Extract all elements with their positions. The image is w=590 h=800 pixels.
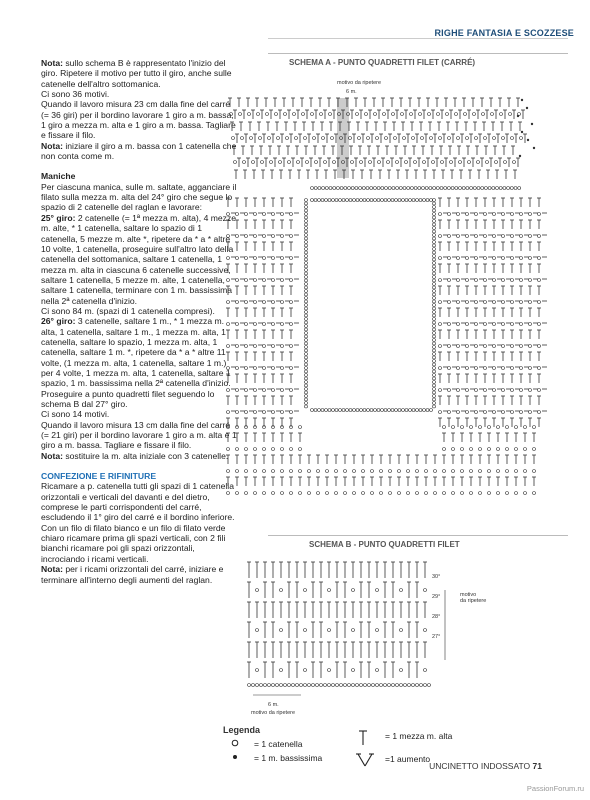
slip-stitch-icon bbox=[233, 755, 237, 759]
legend-symbols-left bbox=[225, 737, 245, 767]
paragraph: Ci sono 36 motivi. bbox=[41, 89, 110, 100]
paragraph: Nota: sostituire la m. alta iniziale con 3 catenelle. bbox=[41, 450, 229, 461]
footer bbox=[429, 761, 542, 771]
schema-a-title: SCHEMA A - PUNTO QUADRETTI FILET (CARRÉ) bbox=[289, 58, 476, 67]
schema-a-rule bbox=[268, 53, 568, 54]
chain-icon bbox=[232, 740, 238, 746]
legend-slip-stitch: = 1 m. bassissima bbox=[254, 753, 323, 763]
article-text bbox=[41, 58, 239, 585]
paragraph: Nota: per i ricami orizzontali del carré, iniziare e terminare all'interno degli aumenti del raglan. bbox=[41, 564, 224, 585]
row-label: 29° bbox=[432, 594, 441, 600]
page-number: 71 bbox=[532, 761, 542, 771]
section-title: RIGHE FANTASIA E SCOZZESE bbox=[434, 28, 574, 38]
paragraph: 25° giro: 2 catenelle (= 1ª mezza m. alta), 4 mezze m. alte, * 1 catenella, saltare lo spazio di 1 catenella, 5 mezze m. alte *, ripetere da * a * altre 10 volte, 1 catenella, proseguire sull'altro lato della catenella del sottomanica, saltare 1 catenella, 1 mezza m. alta in ciascuna 6 catenelle successive, saltare 1 catenella, 5 mezze m. alte, 1 catenella, saltare 1 catenella, terminare con 1 m. bassissima nella 2ª catenella d'inizio. bbox=[41, 212, 237, 306]
schema-a-motif-label: motivo da ripetere bbox=[337, 80, 382, 86]
schema-a-span-label: 6 m. bbox=[346, 89, 357, 95]
schema-b-span-label: 6 m. bbox=[268, 702, 279, 708]
paragraph: 26° giro: 3 catenelle, saltare 1 m., * 1 mezza m. alta, 1 catenella, saltare 1 m., 1 mezza m. alta, 1 catenella, saltare lo spazio, 1 mezza m. alta, 1 catenella, saltare 1 m. *, ripetere da * a * altre 11 volte, (1 mezza m. alta, 1 catenella, saltare 1 m.) per 4 volte, 1 mezza m. alta, 1 catenella, saltare 1 spazio, 1 m. bassissima nella 2ª catenella d'inizio. bbox=[41, 316, 231, 389]
legend-half-double: = 1 mezza m. alta bbox=[385, 731, 453, 741]
paragraph: Maniche bbox=[41, 171, 76, 182]
legend-increase: =1 aumento bbox=[385, 754, 431, 764]
footer-magazine: UNCINETTO INDOSSATO bbox=[429, 761, 531, 771]
legend-chain: = 1 catenella bbox=[254, 739, 303, 749]
schema-b-rule bbox=[268, 535, 568, 536]
row-label: 30° bbox=[432, 574, 441, 580]
schema-b-title: SCHEMA B - PUNTO QUADRETTI FILET bbox=[309, 540, 460, 549]
paragraph: CONFEZIONE E RIFINITURE bbox=[41, 471, 157, 482]
paragraph: Ricamare a p. catenella tutti gli spazi di 1 catenella orizzontali e verticali del davanti e del dietro, comprese le parti corrispondenti del carré, escludendo il 1° giro del carré e il bordino inferiore. Con un filo di filato bianco e un filo di filato verde chiaro ricamare prima gli spazi verticali, con 2 fili bianchi ricamare poi gli spazi orizzontali, incrociando i ricami verticali. bbox=[41, 481, 235, 564]
schema-a-chart bbox=[222, 70, 552, 510]
schema-b-chart bbox=[245, 560, 545, 700]
row-label: 27° bbox=[432, 634, 441, 640]
legend-title: Legenda bbox=[223, 725, 261, 735]
paragraph: Quando il lavoro misura 13 cm dalla fine del carré (= 21 giri) per il bordino lavorare 1 giro a m. alta e 1 giro a m. bassa. Tagliare e fissare il filo. bbox=[41, 419, 237, 451]
paragraph: Proseguire a punto quadretti filet seguendo lo schema B dal 27° giro. bbox=[41, 388, 215, 409]
paragraph: Ci sono 14 motivi. bbox=[41, 409, 110, 420]
paragraph: Nota: sullo schema B è rappresentato l'inizio del giro. Ripetere il motivo per tutto il giro, anche sulle catenelle dell'altro sottomanica. bbox=[41, 58, 232, 89]
schema-b-side-motif: motivo da ripetere bbox=[460, 592, 487, 604]
paragraph: Ci sono 84 m. (spazi di 1 catenella compresi). bbox=[41, 305, 215, 316]
paragraph: Per ciascuna manica, sulle m. saltate, agganciare il filato sulla mezza m. alta del 24° giro che segue lo spazio di 2 catenelle del raglan e lavorare: bbox=[41, 181, 237, 213]
paragraph: Quando il lavoro misura 23 cm dalla fine del carré (= 36 giri) per il bordino lavorare 1 giro a m. bassa, 1 giro a mezza m. alta e 1 giro a m. bassa. Tagliare e fissare il filo. bbox=[41, 99, 236, 141]
legend-symbols-right bbox=[355, 728, 381, 772]
paragraph: Nota: iniziare il giro a m. bassa con 1 catenella che non conta come m. bbox=[41, 140, 237, 162]
increase-icon bbox=[358, 754, 365, 766]
row-label: 28° bbox=[432, 614, 441, 620]
watermark: PassionForum.ru bbox=[526, 784, 584, 793]
header-rule bbox=[268, 38, 568, 39]
schema-b-motif-label: motivo da ripetere bbox=[251, 710, 296, 716]
